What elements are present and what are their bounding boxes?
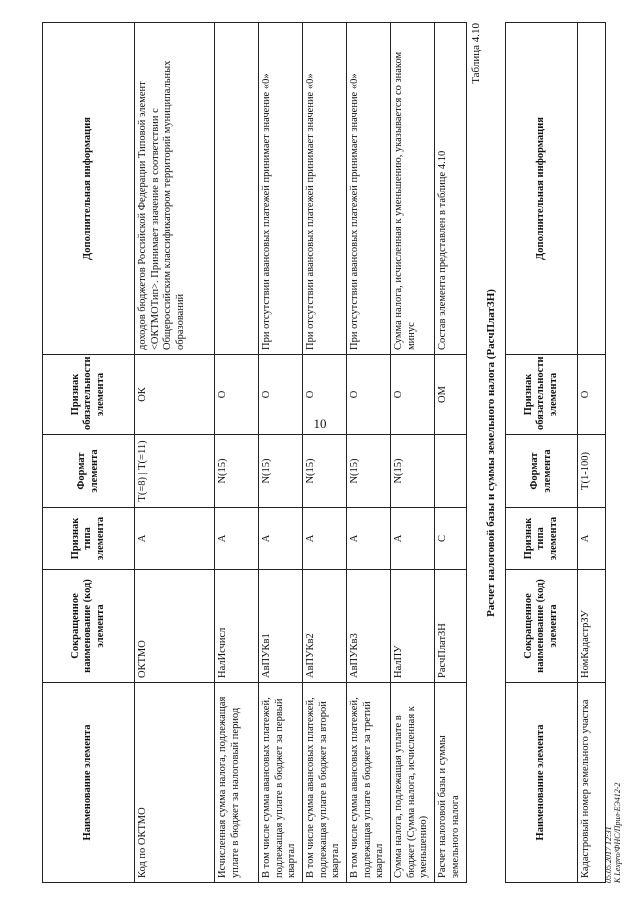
cell-format: T(=8) | T(=11) [135, 435, 215, 508]
cell-info: доходов бюджетов Российской Федерации Типовой элемент <ОКТМОТип>. Принимает значение в соответствии с Общероссийским классификатором территорий муниципальных образований [135, 23, 215, 355]
footer-line-1: 05.05.2017 12:31 [604, 826, 613, 883]
cell-format: N(15) [347, 435, 391, 508]
table-title: Расчет налоговой базы и суммы земельного налога (РасчПлатЗН) [485, 289, 497, 617]
header-name: Наименование элемента [43, 683, 135, 883]
cell-name: В том числе сумма авансовых платежей, подлежащая уплате в бюджет за второй квартал [303, 683, 347, 883]
table-row [215, 23, 259, 883]
header-format: Формат элемента [506, 435, 578, 508]
cell-info [578, 23, 606, 355]
cell-required: О [303, 355, 347, 435]
cell-type: А [347, 508, 391, 570]
cell-name: Расчет налоговой базы и суммы земельного налога [435, 683, 467, 883]
cell-type: С [435, 508, 467, 570]
table-header-row [506, 23, 578, 883]
cell-type: А [215, 508, 259, 570]
header-required: Признак обязательности элемента [506, 355, 578, 435]
page-number: 10 [313, 416, 327, 431]
cell-required: О [347, 355, 391, 435]
cell-name: Исчисленная сумма налога, подлежащая уплате в бюджет за налоговый период [215, 683, 259, 883]
cell-format: T(1-100) [578, 435, 606, 508]
cell-name: В том числе сумма авансовых платежей, подлежащая уплате в бюджет за третий квартал [347, 683, 391, 883]
cell-info: Состав элемента представлен в таблице 4.10 [435, 23, 467, 355]
cell-required: О [259, 355, 303, 435]
header-code: Сокращенное наименование (код) элемента [43, 570, 135, 683]
document-sheet [0, 21, 640, 883]
cell-required: О [391, 355, 435, 435]
table-row [135, 23, 215, 883]
cell-name: В том числе сумма авансовых платежей, подлежащая уплате в бюджет за первый квартал [259, 683, 303, 883]
cell-code: НалИсчисл [215, 570, 259, 683]
land-tax-table [505, 22, 606, 883]
table-row [259, 23, 303, 883]
table-row [578, 23, 606, 883]
table-number: Таблица 4.10 [470, 23, 482, 84]
cell-code: НалПУ [391, 570, 435, 683]
cell-info: При отсутствии авансовых платежей принимает значение «0» [347, 23, 391, 355]
cell-name: Код по ОКТМО [135, 683, 215, 883]
cell-info: При отсутствии авансовых платежей принимает значение «0» [303, 23, 347, 355]
header-info: Дополнительная информация [43, 23, 135, 355]
cell-info: При отсутствии авансовых платежей принимает значение «0» [259, 23, 303, 355]
cell-name: Кадастровый номер земельного участка [578, 683, 606, 883]
table-row [435, 23, 467, 883]
cell-code: АвПУКв2 [303, 570, 347, 683]
header-type: Признак типа элемента [43, 508, 135, 570]
header-required: Признак обязательности элемента [43, 355, 135, 435]
cell-info [215, 23, 259, 355]
cell-info: Сумма налога, исчисленная к уменьшению, указывается со знаком минус [391, 23, 435, 355]
cell-type: А [578, 508, 606, 570]
table-header-row [43, 23, 135, 883]
table-row [391, 23, 435, 883]
cell-format: N(15) [215, 435, 259, 508]
cell-code: РасчПлатЗН [435, 570, 467, 683]
footer-line-2: К Lexpro/ФНС/Прил-ЕЭ412-2 [613, 782, 623, 883]
header-format: Формат элемента [43, 435, 135, 508]
cell-type: А [391, 508, 435, 570]
cell-type: А [135, 508, 215, 570]
cell-format: N(15) [391, 435, 435, 508]
header-code: Сокращенное наименование (код) элемента [506, 570, 578, 683]
cell-required: ОМ [435, 355, 467, 435]
elements-table [42, 22, 467, 883]
cell-required: О [215, 355, 259, 435]
footer-note [604, 783, 622, 883]
cell-format [435, 435, 467, 508]
cell-required: О [578, 355, 606, 435]
table-row [347, 23, 391, 883]
cell-required: ОК [135, 355, 215, 435]
header-type: Признак типа элемента [506, 508, 578, 570]
header-name: Наименование элемента [506, 683, 578, 883]
cell-type: А [259, 508, 303, 570]
table-row [303, 23, 347, 883]
header-info: Дополнительная информация [506, 23, 578, 355]
cell-type: А [303, 508, 347, 570]
cell-code: АвПУКв3 [347, 570, 391, 683]
cell-code: ОКТМО [135, 570, 215, 683]
cell-format: N(15) [303, 435, 347, 508]
cell-name: Сумма налога, подлежащая уплате в бюджет (Сумма налога, исчисленная к уменьшению) [391, 683, 435, 883]
cell-code: АвПУКв1 [259, 570, 303, 683]
cell-format: N(15) [259, 435, 303, 508]
cell-code: НомКадастрЗУ [578, 570, 606, 683]
